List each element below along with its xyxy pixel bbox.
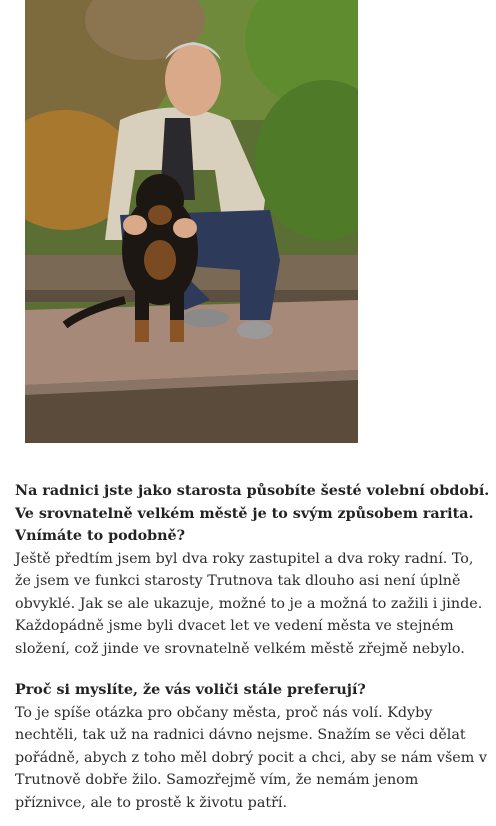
interview-question: Proč si myslíte, že vás voliči stále preferují? xyxy=(15,682,366,698)
qa-block-2 xyxy=(15,679,491,814)
article-photo xyxy=(25,0,358,443)
qa-block-1 xyxy=(15,480,491,660)
interview-question: Na radnici jste jako starosta působíte šesté volební období. Ve srovnatelně velkém městě je to svým způsobem rarita. Vnímáte to podobně? xyxy=(15,483,490,544)
photo-man-with-dog-icon xyxy=(25,0,358,443)
interview-answer: Ještě předtím jsem byl dva roky zastupitel a dva roky radní. To, že jsem ve funkci starosty Trutnova tak dlouho asi není úplně obvyklé. Jak se ale ukazuje, možné to je a možná to zažili i jinde. Každopádně jsme byli dvacet let ve vedení města ve stejném složení, což jinde ve srovnatelně velkém městě zřejmě nebylo. xyxy=(15,550,483,657)
article-body xyxy=(15,480,491,814)
interview-answer: To je spíše otázka pro občany města, proč nás volí. Kdyby nechtěli, tak už na radnici dávno nejsme. Snažím se věci dělat pořádně, abych z toho měl dobrý pocit a chci, aby se nám všem v Trutnově dobře žilo. Samozřejmě vím, že nemám jenom příznivce, ale to prostě k životu patří. xyxy=(15,704,487,811)
